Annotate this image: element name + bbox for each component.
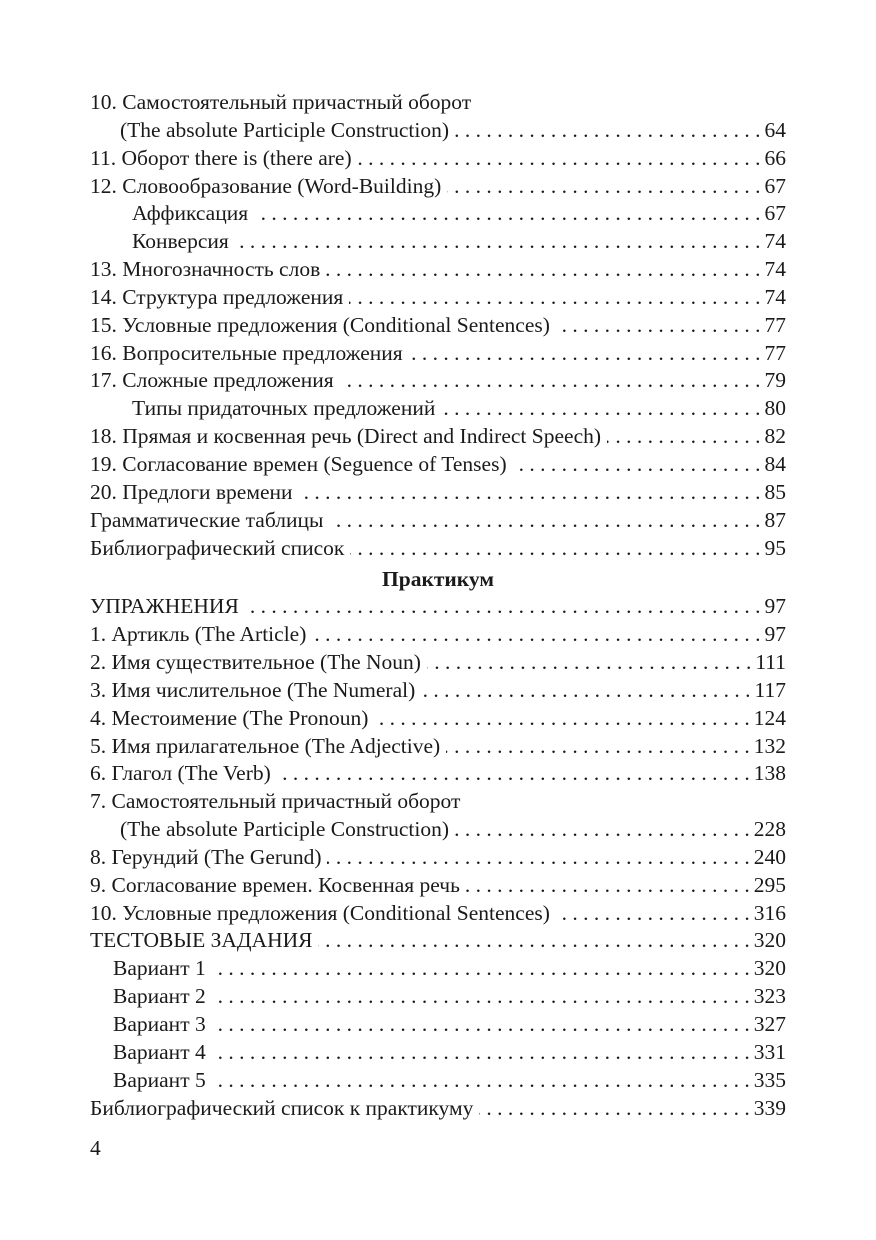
- toc-entry-page: 295: [753, 872, 786, 897]
- toc-entry[interactable]: [90, 507, 786, 535]
- toc-entry-title: 9. Согласование времен. Косвенная речь: [90, 872, 460, 897]
- toc-entry-page: 87: [764, 507, 786, 532]
- toc-entry[interactable]: [90, 733, 786, 761]
- toc-entry-page: 82: [764, 424, 786, 449]
- toc-entry-title: 19. Согласование времен (Seguence of Tenses): [90, 451, 507, 476]
- toc-entry-title: 15. Условные предложения (Conditional Sentences): [90, 312, 550, 337]
- toc-entry[interactable]: [90, 451, 786, 479]
- toc-entry[interactable]: [90, 621, 786, 649]
- dot-leader: [349, 284, 760, 312]
- toc-entry-page: 111: [755, 650, 786, 675]
- toc-entry[interactable]: [90, 367, 786, 395]
- page-number: 4: [90, 1136, 101, 1160]
- dot-leader: [340, 367, 761, 395]
- toc-entry-title: 11. Оборот there is (there are): [90, 145, 352, 170]
- toc-entry[interactable]: [90, 312, 786, 340]
- dot-leader: [212, 1011, 750, 1039]
- dot-leader: [441, 395, 760, 423]
- dot-leader: [421, 677, 750, 705]
- toc-entry[interactable]: [90, 1039, 786, 1067]
- dot-leader: [607, 423, 760, 451]
- toc-entry-title: 13. Многозначность слов: [90, 257, 321, 282]
- toc-entry-title: 14. Структура предложения: [90, 284, 344, 309]
- toc-entry-title: УПРАЖНЕНИЯ: [90, 594, 239, 619]
- dot-leader: [374, 705, 749, 733]
- toc-entry-page: 85: [764, 479, 786, 504]
- toc-entry[interactable]: [90, 649, 786, 677]
- toc-entry[interactable]: [90, 1095, 786, 1123]
- toc-entry-title: Аффиксация: [132, 201, 249, 226]
- toc-entry-page: 84: [764, 451, 786, 476]
- toc-entry-title: 18. Прямая и косвенная речь (Direct and Indirect Speech): [90, 424, 602, 449]
- toc-entry[interactable]: [90, 788, 786, 816]
- toc-entry[interactable]: [90, 705, 786, 733]
- toc-entry[interactable]: [90, 760, 786, 788]
- toc-entry-title: 3. Имя числительное (The Numeral): [90, 677, 416, 702]
- table-of-contents: [90, 89, 786, 1122]
- toc-entry[interactable]: [90, 844, 786, 872]
- toc-entry[interactable]: [90, 423, 786, 451]
- toc-entry-page: 97: [764, 594, 786, 619]
- toc-entry[interactable]: [90, 535, 786, 563]
- dot-leader: [556, 900, 750, 928]
- toc-entry-page: 320: [753, 956, 786, 981]
- toc-entry-page: 138: [753, 761, 786, 786]
- toc-entry-title: 6. Глагол (The Verb): [90, 761, 271, 786]
- dot-leader: [479, 1095, 749, 1123]
- toc-entry[interactable]: [90, 479, 786, 507]
- toc-entry[interactable]: [90, 677, 786, 705]
- toc-entry-page: 77: [764, 312, 786, 337]
- toc-entry-page: 124: [753, 705, 786, 730]
- toc-entry-title: Конверсия: [132, 229, 229, 254]
- toc-entry-page: 67: [764, 201, 786, 226]
- toc-entry-page: 339: [753, 1095, 786, 1120]
- toc-entry-page: 74: [764, 284, 786, 309]
- toc-entry-page: 132: [753, 733, 786, 758]
- toc-entry-page: 335: [753, 1067, 786, 1092]
- dot-leader: [513, 451, 761, 479]
- toc-entry-title: 7. Самостоятельный причастный оборот: [90, 789, 461, 814]
- toc-entry-page: 228: [753, 817, 786, 842]
- toc-entry-title: 20. Предлоги времени: [90, 479, 293, 504]
- toc-entry-title: ТЕСТОВЫЕ ЗАДАНИЯ: [90, 928, 313, 953]
- dot-leader: [212, 1039, 750, 1067]
- dot-leader: [446, 733, 750, 761]
- toc-entry-title: 5. Имя прилагательное (The Adjective): [90, 733, 441, 758]
- toc-entry-page: 79: [764, 368, 786, 393]
- toc-entry[interactable]: [90, 816, 786, 844]
- toc-entry-page: 64: [764, 117, 786, 142]
- toc-entry-title: 4. Местоимение (The Pronoun): [90, 705, 369, 730]
- toc-entry-page: 74: [764, 229, 786, 254]
- toc-entry[interactable]: [90, 228, 786, 256]
- toc-entry[interactable]: [90, 89, 786, 117]
- dot-leader: [329, 507, 760, 535]
- toc-entry-title: Вариант 4: [113, 1039, 206, 1064]
- toc-entry-title: 12. Словообразование (Word-Building): [90, 173, 442, 198]
- toc-entry-page: 80: [764, 396, 786, 421]
- toc-entry[interactable]: [90, 256, 786, 284]
- dot-leader: [245, 593, 761, 621]
- section-heading: Практикум: [382, 567, 494, 592]
- toc-entry-page: 67: [764, 173, 786, 198]
- toc-entry-title: Библиографический список: [90, 535, 345, 560]
- dot-leader: [455, 816, 750, 844]
- toc-entry-page: 316: [753, 900, 786, 925]
- toc-entry[interactable]: [90, 955, 786, 983]
- toc-entry[interactable]: [90, 983, 786, 1011]
- toc-entry[interactable]: [90, 173, 786, 201]
- toc-entry-page: 66: [764, 145, 786, 170]
- toc-entry-page: 117: [754, 677, 786, 702]
- toc-entry-page: 331: [753, 1039, 786, 1064]
- dot-leader: [212, 983, 750, 1011]
- dot-leader: [427, 649, 751, 677]
- toc-entry-title: 8. Герундий (The Gerund): [90, 844, 322, 869]
- toc-entry[interactable]: [90, 200, 786, 228]
- toc-entry-page: 77: [764, 340, 786, 365]
- toc-entry-page: 320: [753, 928, 786, 953]
- dot-leader: [350, 535, 760, 563]
- dot-leader: [327, 844, 749, 872]
- dot-leader: [312, 621, 760, 649]
- toc-entry[interactable]: [90, 900, 786, 928]
- toc-entry-page: 97: [764, 622, 786, 647]
- toc-entry[interactable]: [90, 593, 786, 621]
- toc-entry-page: 240: [753, 844, 786, 869]
- dot-leader: [235, 228, 761, 256]
- toc-entry-title: Библиографический список к практикуму: [90, 1095, 474, 1120]
- toc-entry-title: (The absolute Participle Construction): [120, 117, 449, 142]
- dot-leader: [466, 872, 750, 900]
- dot-leader: [358, 145, 761, 173]
- toc-entry[interactable]: [90, 1011, 786, 1039]
- toc-entry-page: 323: [753, 984, 786, 1009]
- toc-entry-title: (The absolute Participle Construction): [120, 817, 449, 842]
- dot-leader: [447, 173, 760, 201]
- toc-entry-title: Вариант 5: [113, 1067, 206, 1092]
- toc-entry-page: 74: [764, 257, 786, 282]
- toc-entry-title: Вариант 2: [113, 984, 206, 1009]
- dot-leader: [277, 760, 750, 788]
- dot-leader: [409, 340, 761, 368]
- dot-leader: [299, 479, 761, 507]
- dot-leader: [326, 256, 760, 284]
- toc-entry[interactable]: [90, 340, 786, 368]
- toc-entry-title: Типы придаточных предложений: [132, 396, 436, 421]
- toc-entry-title: 17. Сложные предложения: [90, 368, 334, 393]
- toc-entry[interactable]: [90, 284, 786, 312]
- toc-entry[interactable]: [90, 1067, 786, 1095]
- toc-entry[interactable]: [90, 117, 786, 145]
- toc-entry-title: 16. Вопросительные предложения: [90, 340, 403, 365]
- toc-entry-title: Грамматические таблицы: [90, 507, 324, 532]
- dot-leader: [318, 927, 749, 955]
- toc-entry-page: 95: [764, 535, 786, 560]
- dot-leader: [254, 200, 760, 228]
- toc-entry-title: 10. Самостоятельный причастный оборот: [90, 90, 472, 114]
- toc-entry-title: 10. Условные предложения (Conditional Sentences): [90, 900, 550, 925]
- toc-entry[interactable]: [90, 927, 786, 955]
- toc-entry[interactable]: [90, 145, 786, 173]
- toc-entry[interactable]: [90, 872, 786, 900]
- toc-entry-title: 2. Имя существительное (The Noun): [90, 650, 421, 675]
- toc-entry[interactable]: [90, 395, 786, 423]
- toc-entry-title: 1. Артикль (The Article): [90, 622, 307, 647]
- toc-entry-page: 327: [753, 1012, 786, 1036]
- dot-leader: [212, 1067, 750, 1095]
- toc-entry-title: Вариант 3: [113, 1012, 206, 1036]
- dot-leader: [556, 312, 761, 340]
- dot-leader: [455, 117, 761, 145]
- toc-entry-title: Вариант 1: [113, 956, 206, 981]
- dot-leader: [212, 955, 750, 983]
